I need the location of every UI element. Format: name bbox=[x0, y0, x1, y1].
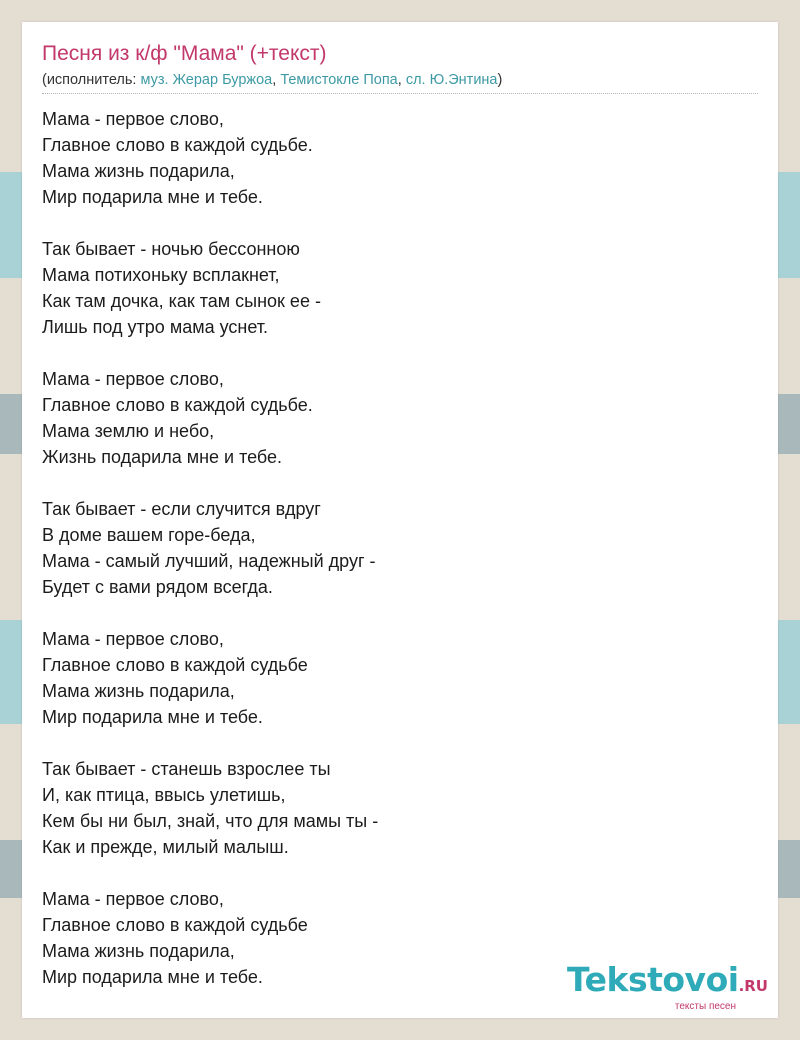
performer-prefix: (исполнитель: bbox=[42, 72, 141, 88]
lyric-line: Как там дочка, как там сынок ее - bbox=[42, 291, 321, 311]
lyric-line: И, как птица, ввысь улетишь, bbox=[42, 785, 286, 805]
lyric-line: Мама - самый лучший, надежный друг - bbox=[42, 551, 376, 571]
performer-separator: , bbox=[272, 72, 281, 88]
lyric-line: Мама жизнь подарила, bbox=[42, 681, 235, 701]
lyric-line: Мир подарила мне и тебе. bbox=[42, 967, 263, 987]
performer-link-composer[interactable]: муз. Жерар Буржоа bbox=[140, 72, 273, 88]
logo-wordmark bbox=[567, 962, 768, 1004]
lyric-line: Главное слово в каждой судьбе. bbox=[42, 135, 313, 155]
lyric-line: Мама жизнь подарила, bbox=[42, 161, 235, 181]
title-divider bbox=[42, 93, 758, 94]
lyric-line: Так бывает - если случится вдруг bbox=[42, 499, 321, 519]
lyric-line: Жизнь подарила мне и тебе. bbox=[42, 447, 283, 467]
lyric-line: Будет с вами рядом всегда. bbox=[42, 577, 273, 597]
lyric-line: Мама - первое слово, bbox=[42, 629, 224, 649]
lyric-line: Главное слово в каждой судьбе. bbox=[42, 395, 313, 415]
stanza bbox=[42, 626, 378, 730]
stanza bbox=[42, 886, 378, 990]
stanza bbox=[42, 496, 378, 600]
lyric-line: Мама - первое слово, bbox=[42, 889, 224, 909]
logo-name: Tekstovoi bbox=[567, 960, 739, 999]
lyrics-text bbox=[42, 106, 378, 1016]
performer-link-lyricist[interactable]: сл. Ю.Энтина bbox=[405, 72, 498, 88]
stanza bbox=[42, 756, 378, 860]
performer-line bbox=[42, 72, 502, 88]
lyric-line: Так бывает - ночью бессонною bbox=[42, 239, 300, 259]
lyric-line: В доме вашем горе-беда, bbox=[42, 525, 256, 545]
site-logo[interactable] bbox=[567, 962, 768, 1012]
lyric-line: Мама - первое слово, bbox=[42, 109, 224, 129]
stanza bbox=[42, 236, 378, 340]
lyric-line: Мама потихоньку всплакнет, bbox=[42, 265, 280, 285]
lyric-line: Лишь под утро мама уснет. bbox=[42, 317, 268, 337]
performer-link-popa[interactable]: Темистокле Попа bbox=[280, 72, 398, 88]
performer-separator: , bbox=[397, 72, 406, 88]
lyric-line: Кем бы ни был, знай, что для мамы ты - bbox=[42, 811, 379, 831]
lyrics-card bbox=[22, 22, 778, 1018]
stanza bbox=[42, 366, 378, 470]
lyric-line: Мир подарила мне и тебе. bbox=[42, 707, 263, 727]
lyric-line: Мама землю и небо, bbox=[42, 421, 215, 441]
stanza bbox=[42, 106, 378, 210]
lyric-line: Как и прежде, милый малыш. bbox=[42, 837, 289, 857]
lyric-line: Главное слово в каждой судьбе bbox=[42, 655, 308, 675]
lyric-line: Мир подарила мне и тебе. bbox=[42, 187, 263, 207]
logo-domain: .RU bbox=[738, 977, 768, 995]
lyric-line: Мама - первое слово, bbox=[42, 369, 224, 389]
performer-suffix: ) bbox=[497, 72, 503, 88]
logo-tagline: тексты песен bbox=[674, 1001, 736, 1012]
page-title: Песня из к/ф "Мама" (+текст) bbox=[42, 42, 327, 65]
lyric-line: Мама жизнь подарила, bbox=[42, 941, 235, 961]
lyric-line: Так бывает - станешь взрослее ты bbox=[42, 759, 331, 779]
lyric-line: Главное слово в каждой судьбе bbox=[42, 915, 308, 935]
